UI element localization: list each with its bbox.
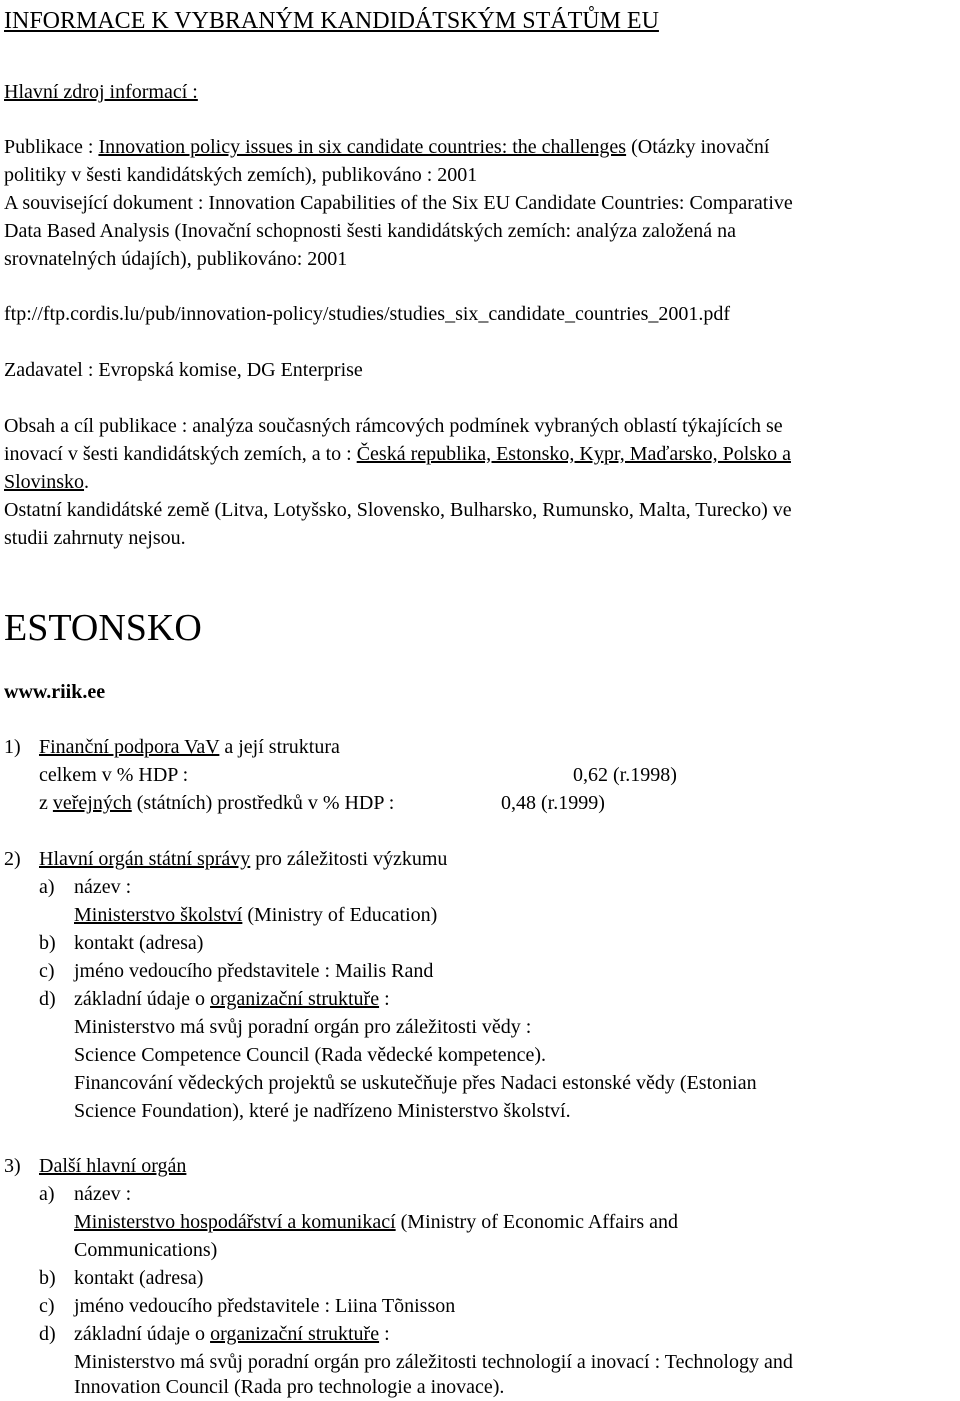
section-1-row-2-u: veřejných <box>52 792 132 814</box>
section-1-row-2-prefix: z <box>39 792 53 814</box>
page-title: INFORMACE K VYBRANÝM KANDIDÁTSKÝM STÁTŮM EU <box>4 8 659 34</box>
publication-line-3: A související dokument : Innovation Capabilities of the Six EU Candidate Countries: Comparative <box>4 192 793 214</box>
scope-line-2 <box>4 440 791 468</box>
scope-prefix: inovací v šesti kandidátských zemích, a to : <box>4 443 357 465</box>
scope-countries: Česká republika, Estonsko, Kypr, Maďarsko, Polsko a <box>356 443 791 465</box>
publication-title-link[interactable]: Innovation policy issues in six candidate countries: the challenges <box>98 136 627 158</box>
section-1-row-2-value: 0,48 (r.1999) <box>501 792 605 814</box>
section-3-d-text <box>74 1320 390 1348</box>
section-3-d-line-1: Ministerstvo má svůj poradní orgán pro záležitosti technologií a inovací : Technology and <box>74 1351 793 1373</box>
section-2-a-name <box>74 901 437 929</box>
section-2-a-text: název : <box>74 876 132 898</box>
section-1-number: 1) <box>4 736 21 758</box>
publication-line-5: srovnatelných údajích), publikováno: 2001 <box>4 248 348 270</box>
section-1-title-rest: a její struktura <box>219 736 340 758</box>
section-2-number: 2) <box>4 848 21 870</box>
section-3-d-line-2: Innovation Council (Rada pro technologie a inovace). <box>74 1376 505 1398</box>
section-3-d-prefix: základní údaje o <box>74 1323 211 1345</box>
section-3-b-text: kontakt (adresa) <box>74 1267 204 1289</box>
section-2-title-u: Hlavní orgán státní správy <box>39 848 251 870</box>
source-heading: Hlavní zdroj informací : <box>4 81 198 103</box>
section-2-d-u: organizační struktuře <box>210 988 380 1010</box>
publication-title-rest: (Otázky inovační <box>626 136 770 158</box>
section-1-row-2-rest: (státních) prostředků v % HDP : <box>131 792 395 814</box>
section-3-d-label: d) <box>39 1323 56 1345</box>
section-2-d-line-4: Science Foundation), které je nadřízeno Ministerstvo školství. <box>74 1100 571 1122</box>
section-2-a-name-rest: (Ministry of Education) <box>242 904 438 926</box>
section-2-title <box>39 845 447 873</box>
section-2-d-line-2: Science Competence Council (Rada vědecké kompetence). <box>74 1044 547 1066</box>
section-2-d-line-1: Ministerstvo má svůj poradní orgán pro záležitosti vědy : <box>74 1016 532 1038</box>
section-2-d-suffix: : <box>379 988 390 1010</box>
scope-line-3 <box>4 468 89 496</box>
section-2-d-line-3: Financování vědeckých projektů se uskutečňuje přes Nadaci estonské vědy (Estonian <box>74 1072 757 1094</box>
section-3-a-label: a) <box>39 1183 55 1205</box>
ftp-link[interactable]: ftp://ftp.cordis.lu/pub/innovation-policy/studies/studies_six_candidate_countries_2001.pdf <box>4 303 731 325</box>
scope-line-4: Ostatní kandidátské země (Litva, Lotyšsko, Slovensko, Bulharsko, Rumunsko, Malta, Turecko) ve <box>4 499 792 521</box>
contracting-authority: Zadavatel : Evropská komise, DG Enterprise <box>4 359 363 381</box>
section-3-c-text: jméno vedoucího představitele : Liina Tõnisson <box>74 1295 456 1317</box>
publication-line-2: politiky v šesti kandidátských zemích), publikováno : 2001 <box>4 164 478 186</box>
section-1-row-2-label <box>39 789 394 817</box>
section-3-a-name-rest: (Ministry of Economic Affairs and <box>395 1211 678 1233</box>
section-1-row-1-value: 0,62 (r.1998) <box>573 764 677 786</box>
section-2-title-rest: pro záležitosti výzkumu <box>250 848 448 870</box>
section-1-row-1-label: celkem v % HDP : <box>39 764 189 786</box>
scope-countries-cont: Slovinsko <box>4 471 85 493</box>
country-heading: ESTONSKO <box>4 607 202 649</box>
section-3-c-label: c) <box>39 1295 55 1317</box>
section-3-a-name <box>74 1208 678 1236</box>
section-3-a-name-u: Ministerstvo hospodářství a komunikací <box>74 1211 396 1233</box>
section-3-d-suffix: : <box>379 1323 390 1345</box>
section-2-b-label: b) <box>39 932 56 954</box>
scope-line-3-suffix: . <box>84 471 90 493</box>
section-1-title <box>39 733 340 761</box>
section-2-b-text: kontakt (adresa) <box>74 932 204 954</box>
scope-line-1: Obsah a cíl publikace : analýza současných rámcových podmínek vybraných oblastí týkajících se <box>4 415 783 437</box>
section-2-d-text <box>74 985 390 1013</box>
section-3-title: Další hlavní orgán <box>39 1155 187 1177</box>
section-2-c-label: c) <box>39 960 55 982</box>
section-3-a-text: název : <box>74 1183 132 1205</box>
section-3-b-label: b) <box>39 1267 56 1289</box>
section-2-a-label: a) <box>39 876 55 898</box>
publication-line-4: Data Based Analysis (Inovační schopnosti šesti kandidátských zemích: analýza založená na <box>4 220 736 242</box>
section-1-title-u: Finanční podpora VaV <box>39 736 220 758</box>
publication-label: Publikace : <box>4 136 99 158</box>
section-3-number: 3) <box>4 1155 21 1177</box>
section-2-c-text: jméno vedoucího představitele : Mailis Rand <box>74 960 434 982</box>
section-2-d-label: d) <box>39 988 56 1010</box>
country-url[interactable]: www.riik.ee <box>4 681 106 703</box>
section-2-d-prefix: základní údaje o <box>74 988 211 1010</box>
section-3-a-name-line-2: Communications) <box>74 1239 218 1261</box>
section-2-a-name-u: Ministerstvo školství <box>74 904 243 926</box>
scope-line-5: studii zahrnuty nejsou. <box>4 527 186 549</box>
publication-line-1 <box>4 133 769 161</box>
section-3-d-u: organizační struktuře <box>210 1323 380 1345</box>
